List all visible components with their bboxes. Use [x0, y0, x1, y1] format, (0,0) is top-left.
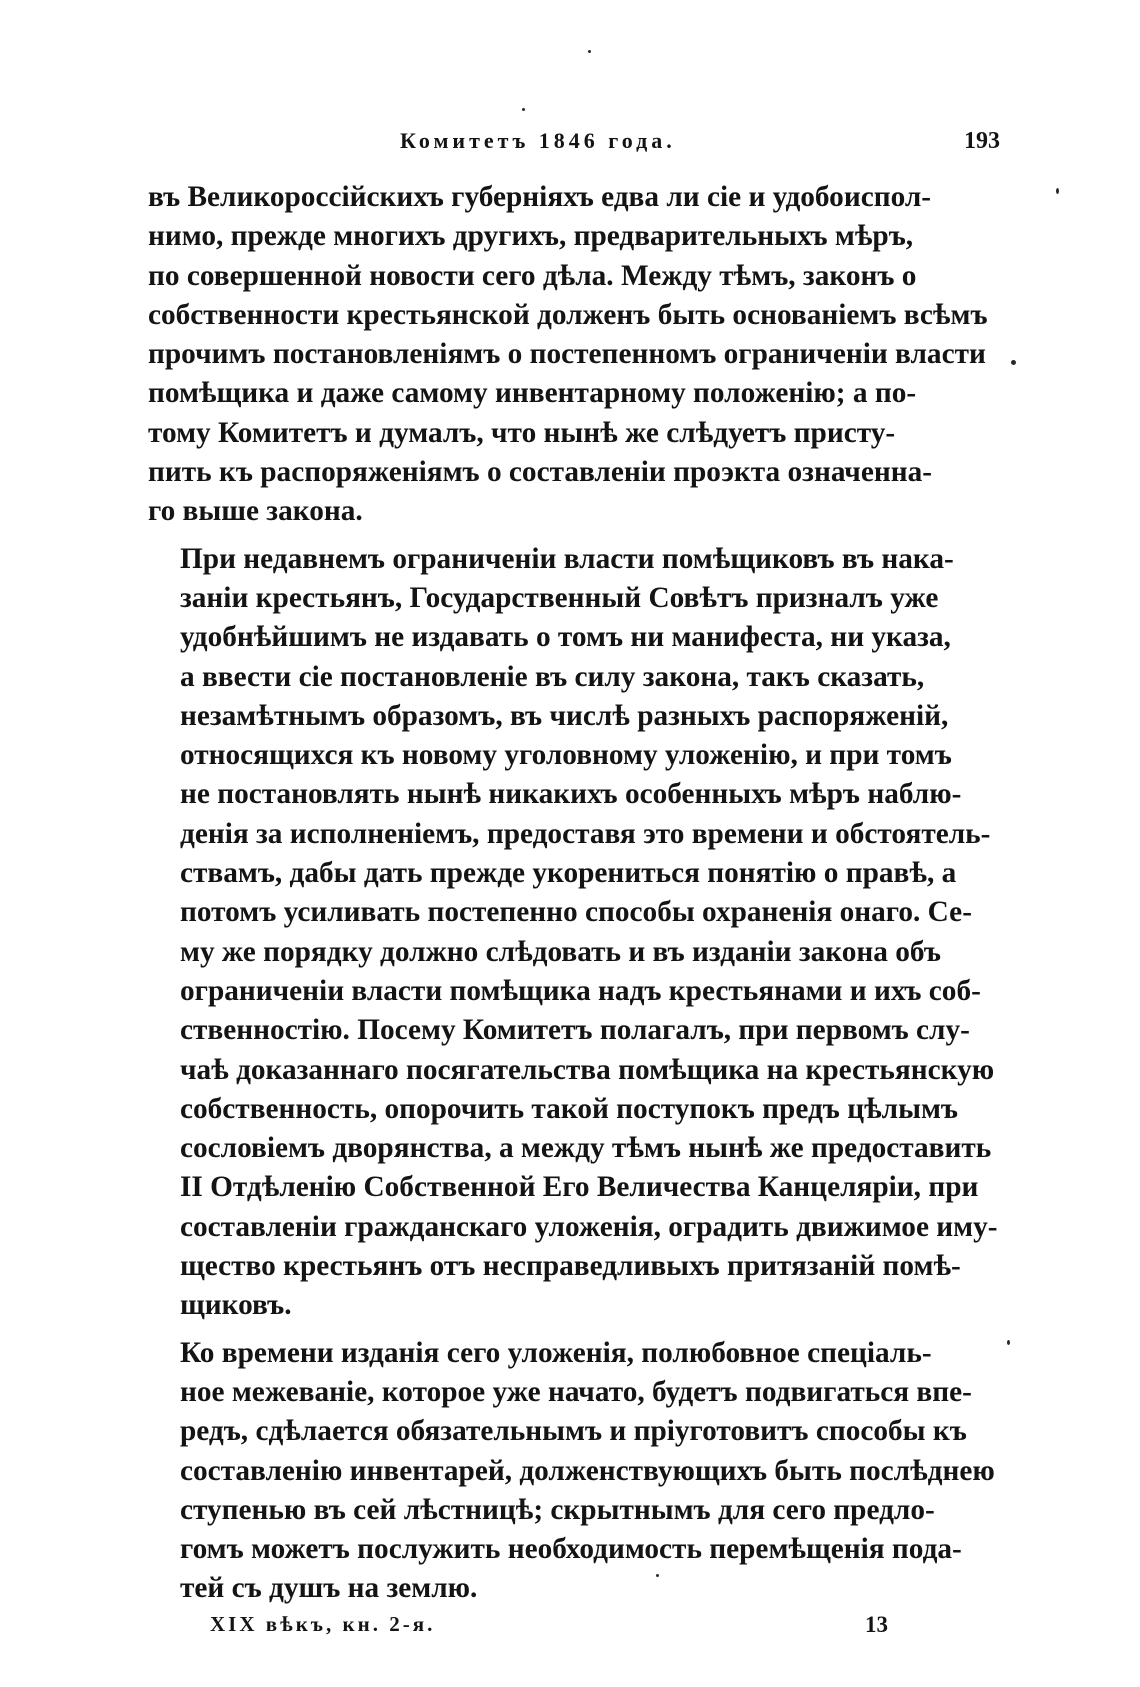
- text-line: щество крестьянъ отъ несправедливыхъ притязаній помѣ-: [180, 1250, 961, 1283]
- text-line: тей съ душъ на землю.: [180, 1572, 478, 1605]
- text-line: нимо, прежде многихъ другихъ, предварительныхъ мѣръ,: [148, 220, 914, 253]
- text-line: составленію инвентарей, долженствующихъ быть послѣднею: [180, 1454, 995, 1487]
- text-line: чаѣ доказаннаго посягательства помѣщика на крестьянскую: [180, 1053, 995, 1086]
- text-line: помѣщика и даже самому инвентарному положенію; а по-: [148, 377, 917, 410]
- text-line: го выше закона.: [148, 495, 363, 528]
- text-line: щиковъ.: [180, 1289, 292, 1322]
- scan-speck: [1056, 188, 1059, 194]
- text-line: ствамъ, дабы дать прежде укорениться понятію о правѣ, а: [180, 857, 957, 890]
- text-line: прочимъ постановленіямъ о постепенномъ ограниченіи власти: [148, 338, 986, 371]
- text-line: II Отдѣленію Собственной Его Величества Канцеляріи, при: [180, 1171, 979, 1204]
- text-line: по совершенной новости сего дѣла. Между тѣмъ, законъ о: [148, 259, 917, 292]
- scan-speck: [1011, 360, 1016, 365]
- text-line: въ Великороссійскихъ губерніяхъ едва ли сіе и удобоиспол-: [148, 181, 932, 213]
- paragraph-2: [148, 540, 1000, 1326]
- signature-number: 13: [865, 1612, 888, 1637]
- running-title: Комитетъ 1846 года.: [400, 128, 676, 153]
- page-number: 193: [964, 128, 1000, 154]
- text-line: собственности крестьянской долженъ быть основаніемъ всѣмъ: [148, 298, 988, 331]
- printer-signature: XIX вѣкъ, кн. 2-я.: [210, 1612, 436, 1636]
- text-line: сословіемъ дворянства, а между тѣмъ нынѣ же предоставить: [180, 1132, 992, 1165]
- text-line: ное межеваніе, которое уже начато, будетъ подвигаться впе-: [180, 1375, 972, 1408]
- text-line: ственностію. Посему Комитетъ полагалъ, при первомъ слу-: [180, 1014, 970, 1047]
- text-line: ступенью въ сей лѣстницѣ; скрытнымъ для сего предло-: [180, 1493, 935, 1526]
- text-line: му же порядку должно слѣдовать и въ изданіи закона объ: [180, 935, 941, 968]
- text-line: незамѣтнымъ образомъ, въ числѣ разныхъ распоряженій,: [180, 699, 949, 732]
- text-line: относящихся къ новому уголовному уложенію, и при томъ: [180, 739, 952, 772]
- text-line: составленіи гражданскаго уложенія, оградить движимое иму-: [180, 1210, 998, 1243]
- text-line: удобнѣйшимъ не издавать о томъ ни манифеста, ни указа,: [180, 621, 951, 654]
- text-line: Ко времени изданія сего уложенія, полюбовное спеціаль-: [180, 1336, 932, 1369]
- text-line: потомъ усиливать постепенно способы охраненія онаго. Се-: [180, 896, 972, 929]
- text-line: тому Комитетъ и думалъ, что нынѣ же слѣдуетъ присту-: [148, 416, 896, 449]
- text-line: не постановлять нынѣ никакихъ особенныхъ мѣръ наблю-: [180, 778, 962, 811]
- body-text: [148, 178, 1000, 1617]
- scan-speck: [1007, 1340, 1010, 1345]
- paragraph-3: [148, 1334, 1000, 1609]
- text-line: а ввести сіе постановленіе въ силу закона, такъ сказать,: [180, 660, 925, 693]
- text-line: гомъ можетъ послужить необходимость перемѣщенія пода-: [180, 1533, 962, 1566]
- page-footer: [150, 1612, 1000, 1648]
- text-line: собственность, опорочить такой поступокъ предъ цѣлымъ: [180, 1092, 958, 1125]
- scan-speck: [588, 50, 591, 53]
- text-line: ограниченіи власти помѣщика надъ крестьянами и ихъ соб-: [180, 974, 981, 1007]
- text-line: редъ, сдѣлается обязательнымъ и пріуготовитъ способы къ: [180, 1415, 967, 1448]
- scan-speck: [656, 1574, 659, 1577]
- text-line: заніи крестьянъ, Государственный Совѣтъ призналъ уже: [180, 581, 939, 614]
- paragraph-1: [148, 178, 1000, 532]
- text-line: денія за исполненіемъ, предоставя это времени и обстоятель-: [180, 817, 991, 850]
- scan-speck: [522, 108, 525, 111]
- running-header: [150, 128, 1000, 168]
- text-line: При недавнемъ ограниченіи власти помѣщиковъ въ нака-: [180, 542, 954, 575]
- text-line: пить къ распоряженіямъ о составленіи проэкта означенна-: [148, 456, 932, 489]
